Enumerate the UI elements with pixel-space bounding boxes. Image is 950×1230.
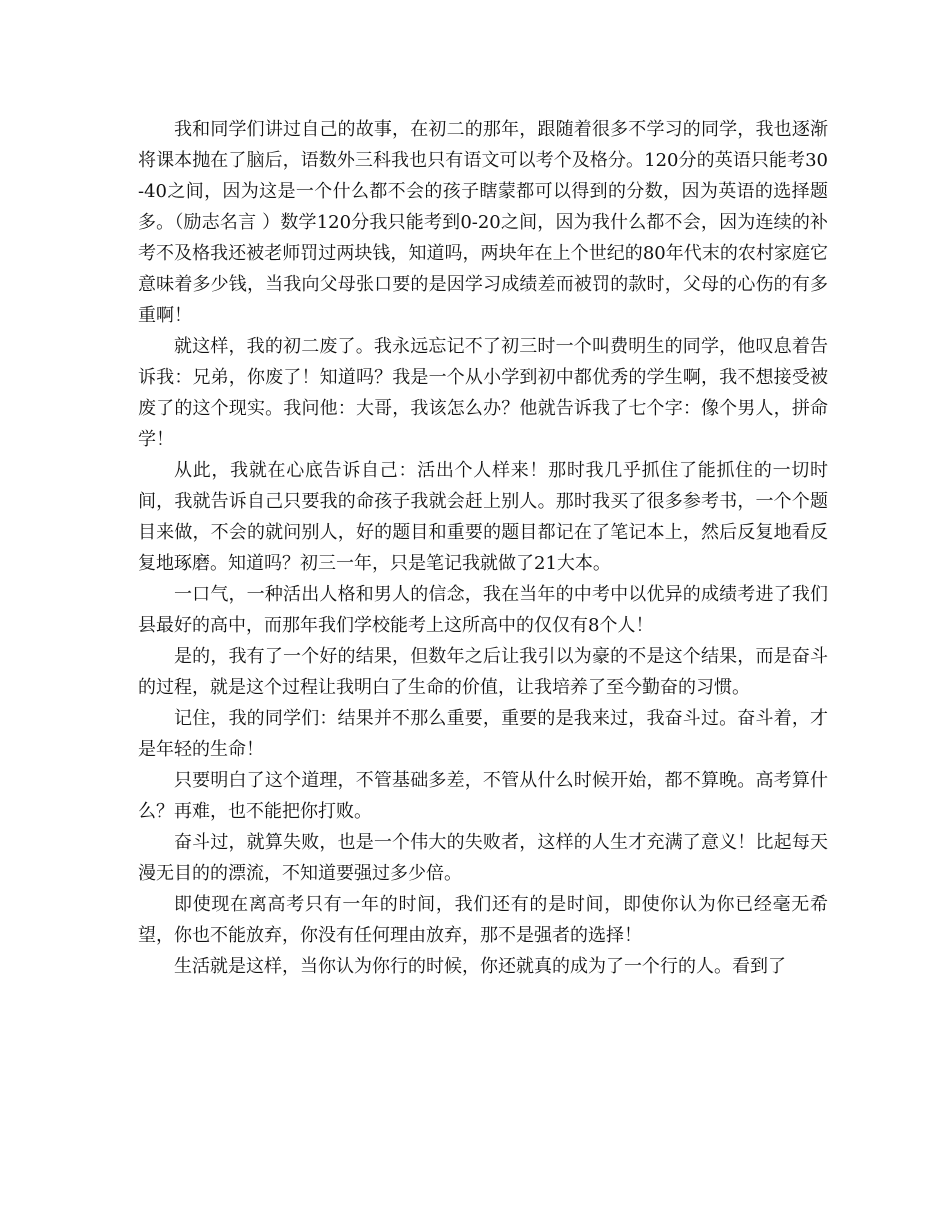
document-body	[138, 114, 828, 982]
paragraph-1: 我和同学们讲过自己的故事，在初二的那年，跟随着很多不学习的同学，我也逐渐将课本抛在了脑后，语数外三科我也只有语文可以考个及格分。120分的英语只能考30-40之间，因为这是一个什么都不会的孩子瞎蒙都可以得到的分数，因为英语的选择题多。（励志名言 ）数学120分我只能考到0-20之间，因为我什么都不会，因为连续的补考不及格我还被老师罚过两块钱，知道吗，两块年在上个世纪的80年代末的农村家庭它意味着多少钱，当我向父母张口要的是因学习成绩差而被罚的款时，父母的心伤的有多重啊！	[138, 119, 828, 326]
paragraph-9: 即使现在离高考只有一年的时间，我们还有的是时间，即使你认为你已经毫无希望，你也不能放弃，你没有任何理由放弃，那不是强者的选择！	[138, 894, 828, 946]
paragraph-2: 就这样，我的初二废了。我永远忘记不了初三时一个叫费明生的同学，他叹息着告诉我：兄弟，你废了！知道吗？我是一个从小学到初中都优秀的学生啊，我不想接受被废了的这个现实。我问他：大哥，我该怎么办？他就告诉我了七个字：像个男人，拼命学！	[138, 336, 828, 450]
paragraph-5: 是的，我有了一个好的结果，但数年之后让我引以为豪的不是这个结果，而是奋斗的过程，就是这个过程让我明白了生命的价值，让我培养了至今勤奋的习惯。	[138, 646, 828, 698]
paragraph-10: 生活就是这样，当你认为你行的时候，你还就真的成为了一个行的人。看到了	[174, 956, 786, 977]
paragraph-7: 只要明白了这个道理，不管基础多差，不管从什么时候开始，都不算晚。高考算什么？再难，也不能把你打败。	[138, 770, 828, 822]
paragraph-6: 记住，我的同学们：结果并不那么重要，重要的是我来过，我奋斗过。奋斗着，才是年轻的生命！	[138, 708, 828, 760]
paragraph-3: 从此，我就在心底告诉自己：活出个人样来！那时我几乎抓住了能抓住的一切时间，我就告诉自己只要我的命孩子我就会赶上别人。那时我买了很多参考书，一个个题目来做，不会的就问别人，好的题目和重要的题目都记在了笔记本上，然后反复地看反复地琢磨。知道吗？初三一年，只是笔记我就做了21大本。	[138, 460, 828, 574]
paragraph-8: 奋斗过，就算失败，也是一个伟大的失败者，这样的人生才充满了意义！比起每天漫无目的的漂流，不知道要强过多少倍。	[138, 832, 828, 884]
paragraph-4: 一口气，一种活出人格和男人的信念，我在当年的中考中以优异的成绩考进了我们县最好的高中，而那年我们学校能考上这所高中的仅仅有8个人！	[138, 584, 828, 636]
